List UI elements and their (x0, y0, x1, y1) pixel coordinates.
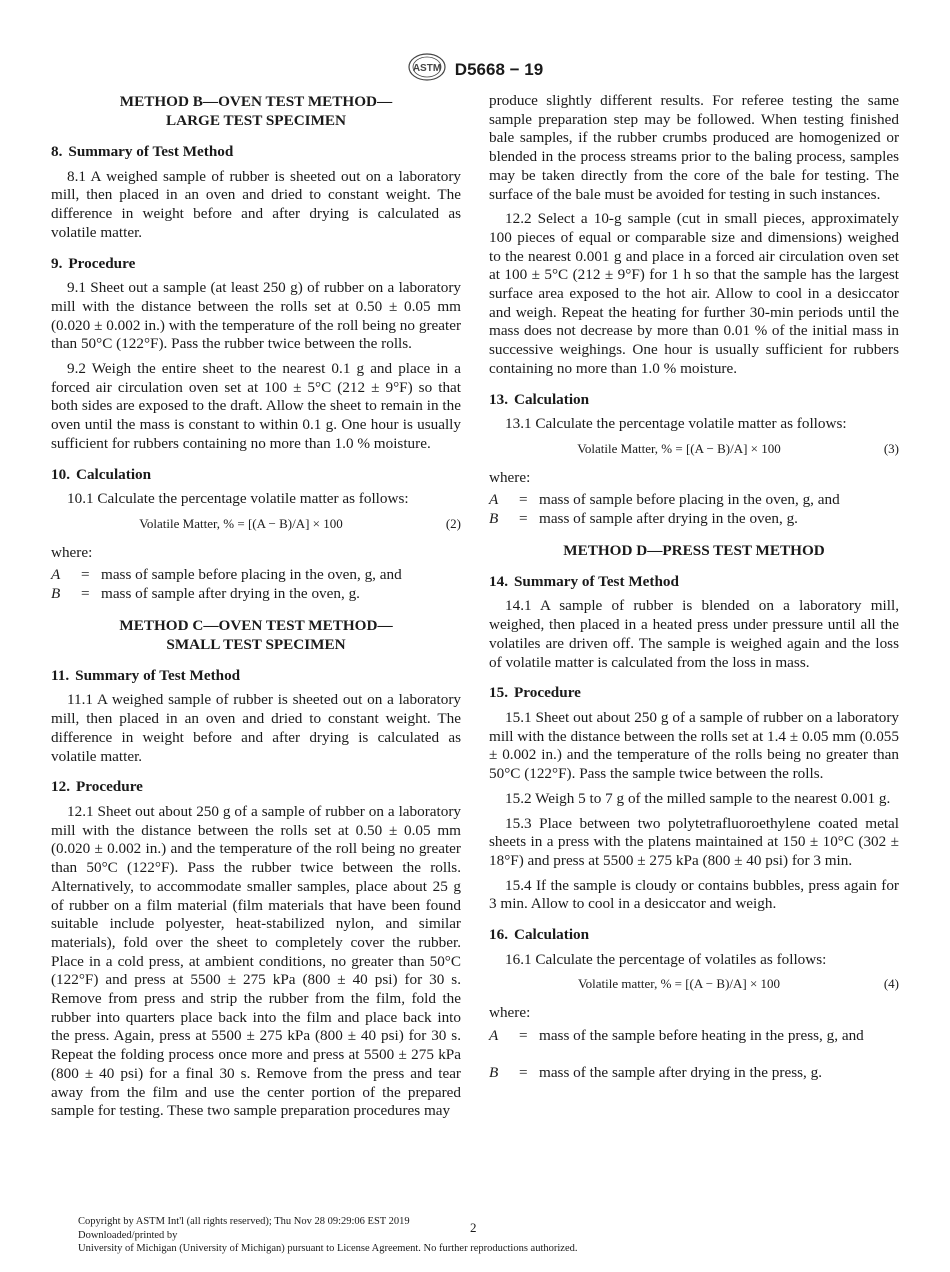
paragraph-15-4: 15.4 If the sample is cloudy or contains bubbles, press again for 3 min. Allow to cool in a desiccator and weigh. (489, 876, 899, 913)
method-c-heading-line1: METHOD C—OVEN TEST METHOD— (119, 616, 393, 634)
definition-b: B = mass of sample after drying in the oven, g. (489, 510, 798, 528)
footer-line-3: University of Michigan (University of Michigan) pursuant to License Agreement. No further reproductions authorized. (78, 1243, 578, 1254)
copyright-footer (78, 1215, 578, 1256)
method-c-heading (51, 616, 461, 654)
paragraph-14-1: 14.1 A sample of rubber is blended on a laboratory mill, weighed, then placed in a heated press under pressure until all the volatiles are driven off. The sample is weighed again and the loss of volatile matter is calculated from the loss in mass. (489, 597, 899, 671)
section-9-heading: 9. Procedure (51, 254, 136, 272)
definition-b: B = mass of the sample after drying in the press, g. (489, 1063, 823, 1081)
section-8-heading: 8. Summary of Test Method (51, 143, 234, 160)
paragraph-15-1: 15.1 Sheet out about 250 g of a sample of rubber on a laboratory mill with the distance between the rolls set at 1.4 ± 0.05 mm (0.055 ± 0.002 in.) and the temperature of the rolls being no greater than 50°C (122°F). Pass the sample twice between the rolls. (489, 708, 899, 783)
method-b-heading-line2: LARGE TEST SPECIMEN (165, 112, 347, 129)
paragraph-8-1: 8.1 A weighed sample of rubber is sheeted out on a laboratory mill, then placed in an oven and dried to constant weight. The difference in weight before and after drying is calculated as volatile matter. (51, 167, 461, 241)
section-15-heading: 15. Procedure (489, 684, 581, 702)
paragraph-9-1: 9.1 Sheet out a sample (at least 250 g) of rubber on a laboratory mill with the distance between the rolls set at 0.50 ± 0.05 mm (0.020 ± 0.002 in.) with the temperature of the roll being no greater than 50°C (122°F). Pass the rubber twice between the rolls. (51, 279, 461, 353)
equation-2-number: (2) (445, 515, 461, 531)
section-13-heading: 13. Calculation (489, 390, 590, 408)
paragraph-13-1: 13.1 Calculate the percentage volatile matter as follows: (505, 415, 847, 433)
method-d-heading: METHOD D—PRESS TEST METHOD (563, 541, 825, 559)
page-number: 2 (470, 1220, 477, 1235)
definition-a: A = mass of sample before placing in the oven, g, and (489, 491, 840, 509)
logo-text: ASTM (412, 63, 441, 74)
equation-2 (51, 515, 461, 534)
equation-3-number: (3) (883, 440, 899, 456)
equation-4-expression: Volatile matter, % = [(A − B)/A] × 100 (577, 976, 781, 992)
section-11-heading: 11. Summary of Test Method (51, 666, 241, 684)
section-10-heading: 10. Calculation (51, 465, 152, 483)
definition-a: A = mass of the sample before heating in the press, g, and (489, 1026, 864, 1044)
method-c-heading-line2: SMALL TEST SPECIMEN (166, 635, 346, 653)
astm-logo-icon (407, 52, 447, 87)
method-b-heading-line1: METHOD B—OVEN TEST METHOD— (119, 93, 393, 110)
page-header (0, 52, 950, 87)
section-14-heading: 14. Summary of Test Method (489, 572, 679, 590)
where-label: where: (489, 468, 531, 486)
definition-a: A = mass of sample before placing in the oven, g, and (51, 566, 402, 584)
section-12-heading: 12. Procedure (51, 778, 143, 796)
right-column (489, 92, 899, 1082)
footer-line-2: Downloaded/printed by (78, 1229, 178, 1241)
left-column (51, 92, 461, 1127)
paragraph-15-2: 15.2 Weigh 5 to 7 g of the milled sample to the nearest 0.001 g. (505, 789, 891, 807)
paragraph-12-1-continued: produce slightly different results. For referee testing the same sample preparation step may be followed. When testing finished bale samples, if the rubber crumbs produced are homogenized or blended in the process streams prior to the baling process, samples may be taken directly from the core of the bale for testing. The surface of the bale must be avoided for testing in such instances. (489, 92, 899, 203)
definition-b: B = mass of sample after drying in the oven, g. (51, 585, 360, 603)
paragraph-11-1: 11.1 A weighed sample of rubber is sheeted out on a laboratory mill, then placed in an oven and dried to constant weight. The difference in weight before and after drying is calculated as volatile matter. (51, 691, 461, 765)
equation-3-expression: Volatile Matter, % = [(A − B)/A] × 100 (577, 440, 781, 456)
paragraph-12-2: 12.2 Select a 10-g sample (cut in small pieces, approximately 100 pieces of equal or comparable size and dimensions) weighed to the nearest 0.001 g and place in a forced air circulation oven set at 100 ± 5°C (212 ± 9°F) for 1 h so that the sample has the largest surface area exposed to the hot air. Allow to cool in a desiccator and weigh. Repeat the heating for further 30-min periods until the mass does not decrease by more than 0.01 % of the initial mass in successive weighings. One hour is usually sufficient for rubbers containing no more than 1.0 % moisture. (489, 210, 899, 377)
footer-line-1: Copyright by ASTM Int'l (all rights reserved); Thu Nov 28 09:29:06 EST 2019 (78, 1216, 410, 1227)
where-label: where: (51, 543, 93, 561)
equation-4-number: (4) (883, 976, 899, 992)
equation-2-expression: Volatile Matter, % = [(A − B)/A] × 100 (139, 515, 343, 531)
paragraph-15-3: 15.3 Place between two polytetrafluoroethylene coated metal sheets in a press with the platens maintained at 150 ± 10°C (302 ± 18°F) and press at 5500 ± 275 kPa (800 ± 40 psi) for 3 min. (489, 814, 899, 869)
paragraph-12-1: 12.1 Sheet out about 250 g of a sample of rubber on a laboratory mill with the distance between the rolls set at 0.50 ± 0.05 mm (0.020 ± 0.002 in.) and the temperature of the roll being no greater than 50°C (122°F). Pass the rubber twice between the rolls. Alternatively, to accommodate smaller samples, place about 25 g of rubber on a film material (film materials that have been found suitable include polyester, heat-stabilized nylon, and similar materials), fold over the sheet to completely cover the rubber. Place in a cold press, at ambient conditions, no greater than 50°C (122°F) and press at 5500 ± 275 kPa (800 ± 40 psi) for 30 s. Remove from press and strip the rubber from the film, fold the rubber into quarters place back into the film and place back into the press. Again, press at 5500 ± 275 kPa (800 ± 40 psi) for 30 s. Repeat the folding process once more and press at 5500 ± 275 kPa (800 ± 40 psi) for a final 30 s. Remove from the press and tear away from the film and use the center portion of the prepared sample for testing. These two sample preparation procedures may (51, 802, 461, 1120)
equation-3 (489, 440, 899, 459)
paragraph-10-1: 10.1 Calculate the percentage volatile matter as follows: (67, 490, 409, 508)
paragraph-16-1: 16.1 Calculate the percentage of volatiles as follows: (505, 950, 827, 968)
section-16-heading: 16. Calculation (489, 926, 590, 944)
standard-number: D5668 − 19 (454, 59, 544, 79)
paragraph-9-2: 9.2 Weigh the entire sheet to the nearest 0.1 g and place in a forced air circulation oven set at 100 ± 5°C (212 ± 9°F) so that both sides are exposed to the draft. Allow the sheet to remain in the oven until the mass is constant to within 0.1 g. One hour is usually sufficient for rubbers containing no more than 1.0 % moisture. (51, 360, 461, 452)
equation-4 (489, 975, 899, 994)
method-b-heading (51, 92, 461, 130)
where-label: where: (489, 1004, 531, 1022)
